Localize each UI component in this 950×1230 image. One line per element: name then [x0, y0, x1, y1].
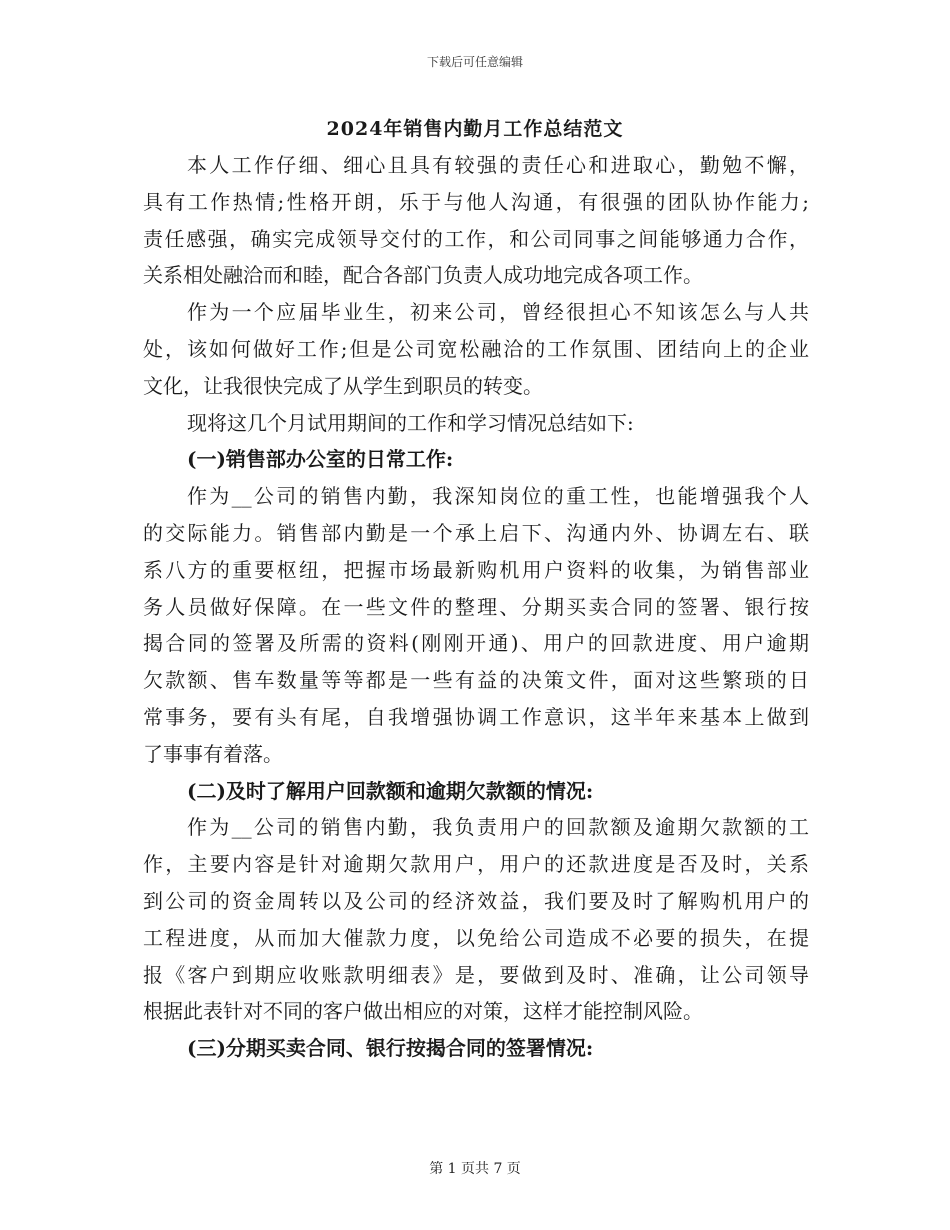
- document-title: 2024年销售内勤月工作总结范文: [326, 118, 624, 140]
- document-body: [143, 147, 809, 1067]
- paragraph-line: 作为一个应届毕业生，初来公司，曾经很担心不知该怎么与人共: [187, 300, 809, 325]
- paragraph-line: 关系相处融洽而和睦，配合各部门负责人成功地完成各项工作。: [143, 263, 703, 288]
- paragraph-line: 常事务，要有头有尾，自我增强协调工作意识，这半年来基本上做到: [143, 704, 809, 729]
- paragraph-line: 现将这几个月试用期间的工作和学习情况总结如下:: [187, 410, 634, 435]
- paragraph-line: 作，主要内容是针对逾期欠款用户，用户的还款进度是否及时，关系: [143, 852, 809, 877]
- paragraph-line: 作为__公司的销售内勤，我负责用户的回款额及逾期欠款额的工: [187, 815, 809, 840]
- paragraph-line: 处，该如何做好工作;但是公司宽松融洽的工作氛围、团结向上的企业: [143, 336, 809, 361]
- paragraph-line: 到公司的资金周转以及公司的经济效益，我们要及时了解购机用户的: [143, 888, 809, 913]
- page-footer-number: 第 1 页共 7 页: [429, 1161, 521, 1177]
- paragraph-line: 的交际能力。销售部内勤是一个承上启下、沟通内外、协调左右、联: [143, 520, 809, 545]
- paragraph-line: 系八方的重要枢纽，把握市场最新购机用户资料的收集，为销售部业: [143, 557, 809, 582]
- paragraph-line: 了事事有着落。: [143, 741, 283, 766]
- paragraph-line: 作为__公司的销售内勤，我深知岗位的重工性，也能增强我个人: [187, 484, 809, 509]
- page-header-note: 下载后可任意编辑: [426, 55, 523, 69]
- paragraph-line: 根据此表针对不同的客户做出相应的对策，这样才能控制风险。: [143, 999, 703, 1024]
- paragraph-line: 欠款额、售车数量等等都是一些有益的决策文件，面对这些繁琐的日: [143, 668, 809, 693]
- paragraph-line: 工程进度，从而加大催款力度，以免给公司造成不必要的损失，在提: [143, 925, 809, 950]
- paragraph-line: 务人员做好保障。在一些文件的整理、分期买卖合同的签署、银行按: [143, 594, 809, 619]
- paragraph-line: 本人工作仔细、细心且具有较强的责任心和进取心，勤勉不懈，: [187, 153, 809, 177]
- paragraph-line: 揭合同的签署及所需的资料(刚刚开通)、用户的回款进度、用户逾期: [143, 631, 809, 656]
- section-heading-3: (三)分期买卖合同、银行按揭合同的签署情况:: [187, 1036, 594, 1061]
- paragraph-line: 报《客户到期应收账款明细表》是，要做到及时、准确，让公司领导: [143, 962, 809, 987]
- paragraph-line: 责任感强，确实完成领导交付的工作，和公司同事之间能够通力合作，: [143, 226, 809, 251]
- paragraph-line: 具有工作热情;性格开朗，乐于与他人沟通，有很强的团队协作能力;: [143, 189, 809, 214]
- section-heading-1: (一)销售部办公室的日常工作:: [187, 447, 454, 472]
- section-heading-2: (二)及时了解用户回款额和逾期欠款额的情况:: [187, 778, 594, 803]
- paragraph-line: 文化，让我很快完成了从学生到职员的转变。: [143, 373, 543, 398]
